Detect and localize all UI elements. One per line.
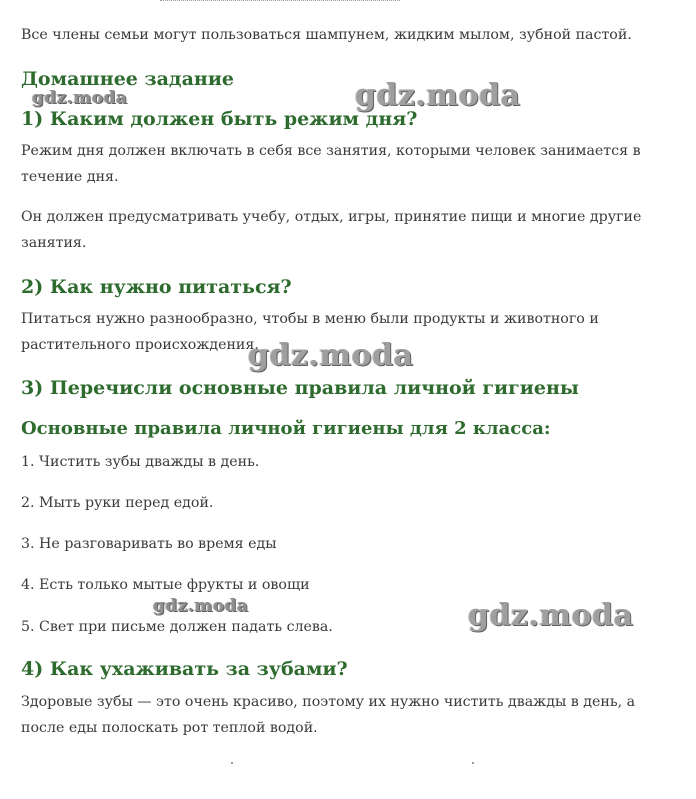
question-4-answer: Здоровые зубы — это очень красиво, поэтому их нужно чистить дважды в день, а после еды полоскать рот теплой водой.	[21, 694, 636, 736]
list-item: 5. Свет при письме должен падать слева.	[21, 619, 333, 635]
question-3-subtitle: Основные правила личной гигиены для 2 класса:	[21, 418, 551, 439]
question-3-title: 3) Перечисли основные правила личной гигиены	[21, 377, 579, 399]
watermark: gdz.moda	[468, 598, 634, 633]
list-item: 1. Чистить зубы дважды в день.	[21, 454, 260, 470]
question-1-answer-2: Он должен предусматривать учебу, отдых, игры, принятие пищи и многие другие занятия.	[21, 209, 642, 251]
watermark: gdz.moda	[32, 88, 128, 108]
watermark: gdz.moda	[355, 78, 521, 113]
question-2-title: 2) Как нужно питаться?	[21, 276, 292, 298]
question-2-answer: Питаться нужно разнообразно, чтобы в меню были продукты и животного и растительного происхождения.	[21, 311, 599, 353]
question-4-title: 4) Как ухаживать за зубами?	[21, 658, 348, 680]
watermark: gdz.moda	[248, 338, 414, 373]
homework-heading: Домашнее задание	[21, 68, 234, 90]
list-item: 3. Не разговаривать во время еды	[21, 536, 277, 552]
question-1-answer-1: Режим дня должен включать в себя все занятия, которыми человек занимается в течение дня.	[21, 143, 641, 185]
list-item: 2. Мыть руки перед едой.	[21, 495, 214, 511]
question-1-title: 1) Каким должен быть режим дня?	[21, 108, 418, 130]
top-divider	[160, 0, 400, 4]
list-item: 4. Есть только мытые фрукты и овощи	[21, 577, 310, 593]
divider-dot	[231, 762, 233, 764]
watermark: gdz.moda	[153, 596, 249, 616]
divider-dot	[472, 762, 474, 764]
intro-text: Все члены семьи могут пользоваться шампунем, жидким мылом, зубной пастой.	[21, 27, 632, 43]
